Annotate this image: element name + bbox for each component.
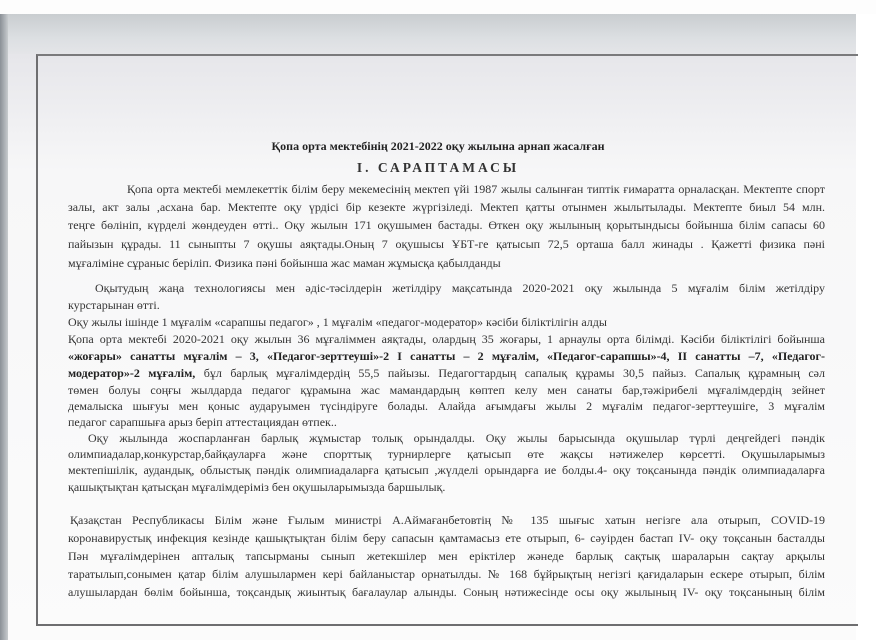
text-line: [68, 383, 825, 397]
text-line: [68, 463, 825, 477]
text-line: [68, 315, 825, 329]
text-line: [68, 447, 825, 461]
text-line: [68, 256, 825, 270]
text-line: [68, 298, 825, 312]
line-text: Қазақстан Республикасы Білім және Ғылым министрі А.Аймағанбетовтің № 135 шығыс хатын негізге ала отырып, COVID-19: [70, 513, 825, 527]
text-line: [70, 513, 825, 527]
line-text: курстарынан өтті.: [68, 298, 160, 312]
line-text: Оқытудың жаңа технологиясы мен әдіс-тәсілдерін жетілдіру мақсатында 2020-2021 оқу жылында 5 мұғалім білім жетілдіру: [95, 281, 825, 295]
text-line: [88, 431, 825, 445]
line-text: педагог сарапшыға арыз беріп аттестациядан өтпек..: [68, 415, 337, 429]
line-text: Пән мұғалімдерінен апталық тапсырманы сынып жетекшілер мен еріктілер жәнеде барлық сақтық шараларын сақтау арқылы: [68, 549, 825, 563]
line-text: олимпиадалар,конкурстар,байқауларға және спорттық турнирлерге қатысып өте жақсы нәтижелер көрсетті. Оқушыларымыз: [68, 447, 825, 461]
line-text: Қопа орта мектебі мемлекеттік білім беру мекемесінің мектеп үйі 1987 жылы салынған типтік ғимаратта орналасқан. Мектепте спорт: [127, 182, 825, 196]
text-line: [68, 366, 825, 380]
scan-margin-right: [856, 14, 876, 640]
text-line: [68, 349, 825, 363]
document-title: Қопа орта мектебінің 2021-2022 оқу жылына арнап жасалған: [271, 139, 605, 153]
text-line: [68, 200, 825, 214]
line-text: пайызын құрады. 11 сыныпты 7 оқушы аяқтады.Оның 7 оқушысы ҰБТ-ге қатысып 72,5 орташа балл жинады . Қажетті физика пәні: [68, 237, 825, 251]
text-line: [68, 480, 825, 494]
bold-text: «жоғары» санатты мұғалім – 3, «Педагог-зерттеуші»-2 І санатты – 2 мұғалім, «Педагог-сарапшы»-4, ІІ санатты –7, «Педагог-: [68, 349, 825, 363]
line-text: таратылып,сонымен қатар білім алушылармен кері байланыстар орнатылды. № 168 бұйрықтың негізгі қағидаларын ескере отырып, білім: [68, 567, 825, 581]
line-text: Қопа орта мектебі 2020-2021 оқу жылын 36 мұғаліммен аяқтады, олардың 35 жоғары, 1 арнаулы орта білімді. Кәсіби біліктілігі бойынша: [68, 332, 825, 346]
text-line: [68, 585, 825, 599]
bold-text: модератор»-2 мұғалім,: [68, 366, 196, 380]
line-text: теңге бөлініп, күрделі жөндеуден өтті.. Оқу жылын 171 оқушымен бастады. Өткен оқу жылының қорытындысы бойынша білім сапасы 60: [68, 218, 825, 232]
scanner-shadow-top: [0, 14, 856, 54]
line-text: бұл барлық мұғалімдердің 55,5 пайызы. Педагогтардың сапалық құрамы 30,5 пайыз. Сапалық құрамның сәл: [195, 366, 825, 380]
line-text: коронавирустық инфекция кезінде қашықтықтан білім беру сапасын қамтамасыз ете отырып, 6- сәуірден бастап IV- оқу тоқсанын басталды: [68, 531, 825, 545]
text-line: [68, 549, 825, 563]
line-text: Оқу жылында жоспарланған барлық жұмыстар толық орындалды. Оқу жылы барысында оқушылар түрлі деңгейдегі пәндік: [88, 431, 825, 445]
text-line: [68, 567, 825, 581]
section-heading: I. САРАПТАМАСЫ: [356, 160, 520, 175]
line-text: демалыска шығуы мен қоныс аударуымен түсіндіруге болады. Алайда ағымдағы жылы 2 мұғалім педагог-зерттеушіге, 3 мұғалім: [68, 399, 825, 413]
text-line: [68, 218, 825, 232]
line-text: төмен болуы соңғы жылдарда педагог құрамына жас мамандардың көптеп келу мен санаты бар,тәжірибелі мұғалімдердің зейнет: [68, 383, 825, 397]
line-text: Оқу жылы ішінде 1 мұғалім «сарапшы педагог» , 1 мұғалім «педагог-модератор» кәсіби біліктілігін алды: [68, 315, 607, 329]
text-line: [68, 415, 825, 429]
text-line: [68, 332, 825, 346]
line-text: залы, акт залы ,асхана бар. Мектепте оқу үрдісі бір кезекте жүргізіледі. Мектеп қатты отынмен жылытылады. Мектепте биыл 54 млн.: [68, 200, 825, 214]
line-text: мұғаліміне сұраныс беріліп. Физика пәні бойынша жас маман жұмысқа қабылданды: [68, 256, 501, 270]
text-line: [95, 281, 825, 295]
scanner-shadow-left: [0, 14, 8, 640]
text-line: [68, 399, 825, 413]
text-line: [68, 237, 825, 251]
line-text: мектепішілік, аудандық, облыстық пәндік олимпиадаларға қатысып ,жүлделі орындарға ие болды.4- оқу тоқсанында пәндік олимпиадаларға: [68, 463, 825, 477]
line-text: алушылардан бөлім бойынша, тоқсандық жиынтық бағалаулар алынды. Соның нәтижесінде осы оқу жылының IV- оқу тоқсанының білім: [68, 585, 825, 599]
text-line: [68, 531, 825, 545]
line-text: қашықтықтан қатысқан мұғалімдеріміз бен оқушыларымызда баршылық.: [68, 480, 446, 494]
text-line: [127, 182, 825, 196]
